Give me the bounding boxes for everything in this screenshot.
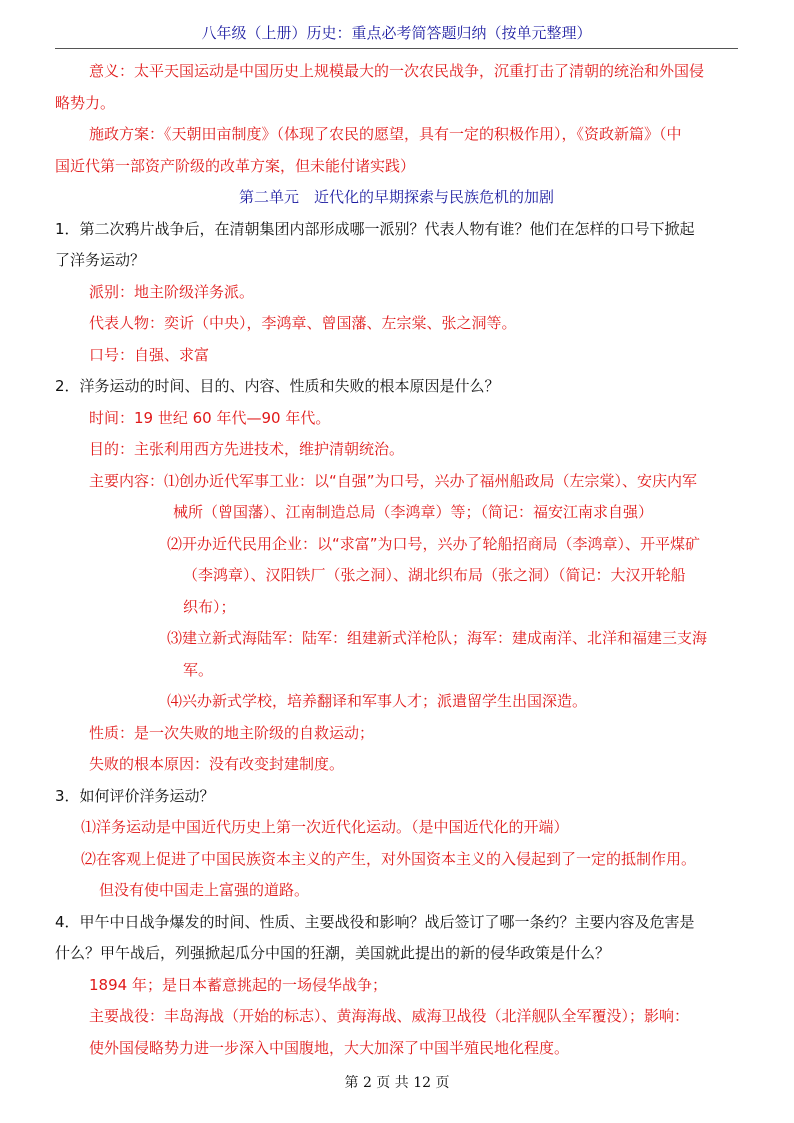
answer-content-2-cont2: 织布）； xyxy=(183,597,236,616)
question-1: 1．第二次鸦片战争后，在清朝集团内部形成哪一派别？代表人物有谁？他们在怎样的口号下掀起 xyxy=(55,219,695,238)
answer-content-2: ⑵开办近代民用企业：以“求富”为口号，兴办了轮船招商局（李鸿章）、开平煤矿 xyxy=(167,534,701,553)
meaning-line: 意义：太平天国运动是中国历史上规模最大的一次农民战争，沉重打击了清朝的统治和外国侵 xyxy=(89,62,705,80)
answer-content-2-cont: （李鸿章）、汉阳铁厂（张之洞）、湖北织布局（张之洞）（简记：大汉开轮船 xyxy=(183,566,686,584)
header-title: 八年级（上册）历史：重点必考简答题归纳（按单元整理） xyxy=(201,24,592,42)
answer-representatives: 代表人物：奕䜣（中央），李鸿章、曾国藩、左宗棠、张之洞等。 xyxy=(89,314,517,332)
answer-slogan: 口号：自强、求富 xyxy=(89,345,210,364)
answer-time: 时间：19 世纪 60 年代—90 年代。 xyxy=(89,408,331,427)
page-number: 第 2 页 共 12 页 xyxy=(344,1075,450,1091)
answer-evaluation-2: ⑵在客观上促进了中国民族资本主义的产生，对外国资本主义的入侵起到了一定的抵制作用。 xyxy=(81,849,697,868)
answer-failure-reason: 失败的根本原因：没有改变封建制度。 xyxy=(89,755,345,773)
answer-faction: 派别：地主阶级洋务派。 xyxy=(89,282,255,301)
answer-content-1-cont: 械所（曾国藩）、江南制造总局（李鸿章）等；（简记：福安江南求自强） xyxy=(173,503,654,521)
page-footer xyxy=(0,1072,794,1092)
meaning-line-cont: 略势力。 xyxy=(55,93,116,112)
page-content xyxy=(55,56,738,1064)
question-3: 3．如何评价洋务运动？ xyxy=(55,786,215,805)
answer-content-3: ⑶建立新式海陆军：陆军：组建新式洋枪队；海军：建成南洋、北洋和福建三支海 xyxy=(167,629,708,647)
policy-line: 施政方案：《天朝田亩制度》（体现了农民的愿望，具有一定的积极作用），《资政新篇》（中 xyxy=(89,125,682,143)
answer-evaluation-1: ⑴洋务运动是中国近代历史上第一次近代化运动。（是中国近代化的开端） xyxy=(81,818,569,836)
answer-content-3-cont: 军。 xyxy=(183,660,214,679)
question-2: 2．洋务运动的时间、目的、内容、性质和失败的根本原因是什么？ xyxy=(55,377,500,395)
question-4: 4．甲午中日战争爆发的时间、性质、主要战役和影响？战后签订了哪一条约？主要内容及危害是 xyxy=(55,912,695,931)
policy-line-cont: 国近代第一部资产阶级的改革方案，但未能付诸实践） xyxy=(55,156,416,175)
question-1-cont: 了洋务运动？ xyxy=(55,251,146,269)
answer-content-1: 主要内容：⑴创办近代军事工业：以“自强”为口号，兴办了福州船政局（左宗棠）、安庆内军 xyxy=(89,471,698,490)
answer-war-time: 1894 年；是日本蓄意挑起的一场侵华战争； xyxy=(89,975,387,994)
answer-battles-cont: 使外国侵略势力进一步深入中国腹地，大大加深了中国半殖民地化程度。 xyxy=(89,1038,570,1057)
answer-battles: 主要战役：丰岛海战（开始的标志）、黄海海战、威海卫战役（北洋舰队全军覆没）；影响： xyxy=(89,1007,690,1025)
page-header xyxy=(55,20,738,49)
question-4-cont: 什么？甲午战后，列强掀起瓜分中国的狂潮，美国就此提出的新的侵华政策是什么？ xyxy=(55,944,611,962)
answer-nature: 性质：是一次失败的地主阶级的自救运动； xyxy=(89,723,375,742)
answer-evaluation-2-cont: 但没有使中国走上富强的道路。 xyxy=(99,881,310,899)
answer-content-4: ⑷兴办新式学校，培养翻译和军事人才；派遣留学生出国深造。 xyxy=(167,692,588,710)
unit-heading: 第二单元 近代化的早期探索与民族危机的加剧 xyxy=(238,188,554,206)
answer-purpose: 目的：主张利用西方先进技术，维护清朝统治。 xyxy=(89,440,405,458)
